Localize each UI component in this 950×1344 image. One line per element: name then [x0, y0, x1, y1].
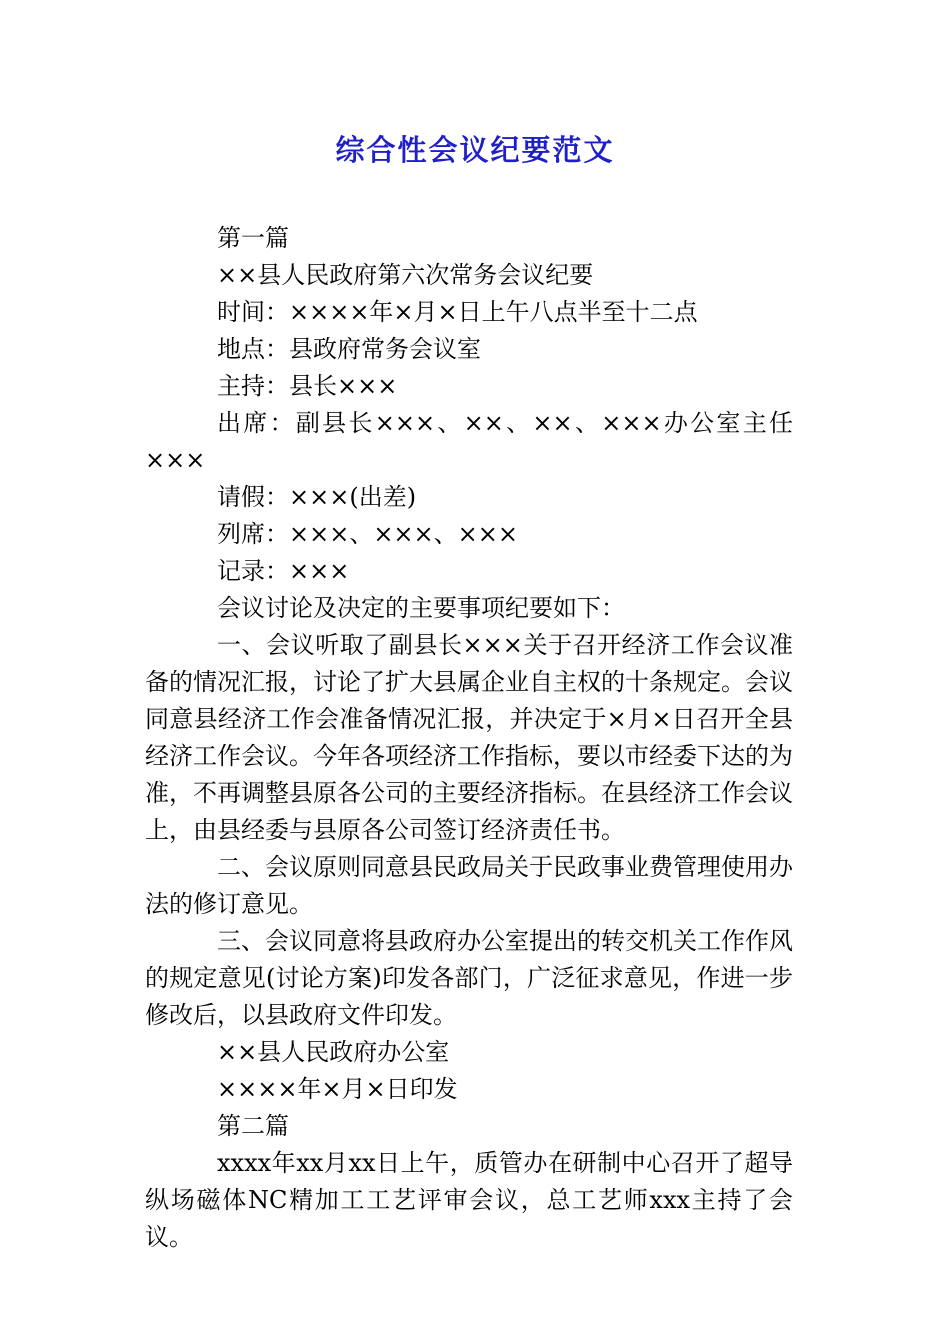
paragraph-section-2-body: xxxx年xx月xx日上午，质管办在研制中心召开了超导纵场磁体NC精加工工艺评审会议，总工艺师xxx主持了会议。 [145, 1149, 793, 1251]
paragraph-location: 地点：县政府常务会议室 [217, 335, 481, 363]
paragraph-host: 主持：县长××× [217, 372, 398, 400]
paragraph-section-1-heading: 第一篇 [217, 224, 289, 252]
document-title: 综合性会议纪要范文 [335, 133, 615, 167]
paragraph-section-2-heading: 第二篇 [217, 1112, 289, 1140]
paragraph-leave: 请假：×××(出差) [217, 483, 417, 511]
document-body [145, 220, 793, 1256]
paragraph-summary-intro: 会议讨论及决定的主要事项纪要如下： [217, 594, 625, 622]
paragraph-issue-date: ××××年×月×日印发 [217, 1075, 458, 1103]
paragraph-time: 时间：××××年×月×日上午八点半至十二点 [217, 298, 698, 326]
paragraph-item-1: 一、会议听取了副县长×××关于召开经济工作会议准备的情况汇报，讨论了扩大县属企业自主权的十条规定。会议同意县经济工作会准备情况汇报，并决定于×月×日召开全县经济工作会议。今年各项经济工作指标，要以市经委下达的为准，不再调整县原各公司的主要经济指标。在县经济工作会议上，由县经委与县原各公司签订经济责任书。 [145, 631, 793, 844]
paragraph-observers: 列席：×××、×××、××× [217, 520, 518, 548]
paragraph-issuer: ××县人民政府办公室 [217, 1038, 450, 1066]
paragraph-attendees: 出席：副县长×××、××、××、×××办公室主任××× [145, 409, 793, 474]
paragraph-recorder: 记录：××× [217, 557, 350, 585]
paragraph-minutes-title: ××县人民政府第六次常务会议纪要 [217, 261, 594, 289]
paragraph-item-3: 三、会议同意将县政府办公室提出的转交机关工作作风的规定意见(讨论方案)印发各部门，广泛征求意见，作进一步修改后，以县政府文件印发。 [145, 927, 793, 1029]
paragraph-item-2: 二、会议原则同意县民政局关于民政事业费管理使用办法的修订意见。 [145, 853, 793, 918]
